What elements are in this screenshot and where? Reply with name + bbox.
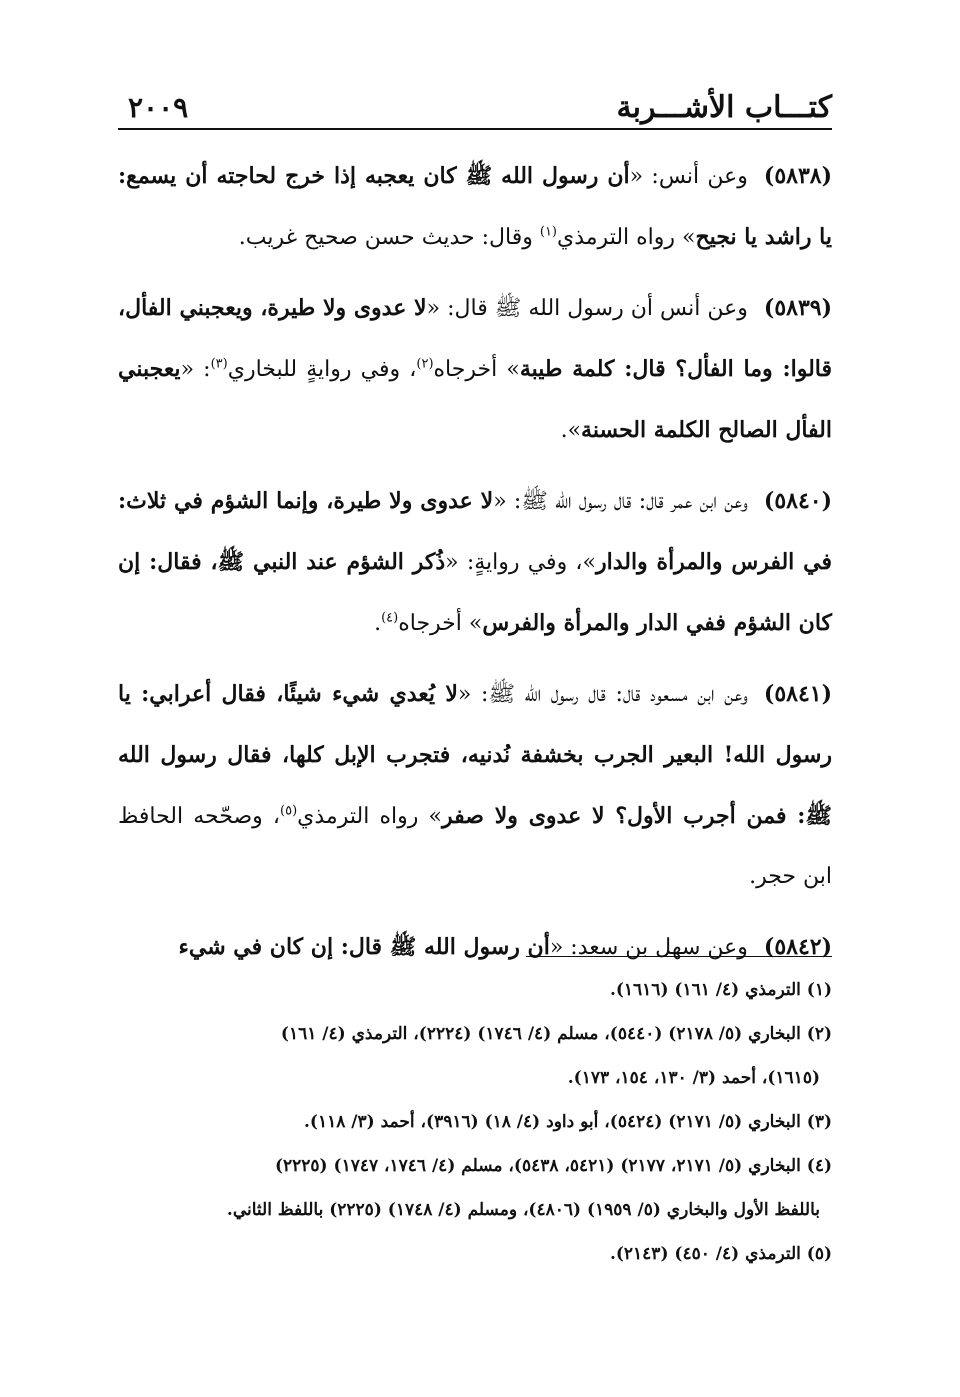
hadith-number: (٥٨٤١) <box>763 681 833 707</box>
page-number: ٢٠٠٩ <box>128 91 189 124</box>
footnote-ref: (٤) <box>381 610 399 626</box>
footnotes <box>118 968 832 1276</box>
hadith-5838: (٥٨٣٨)وعن أنس: «أن رسول الله ﷺ كان يعجبه إذا خرج لحاجته أن يسمع: يا راشد يا نجيح» رواه الترمذي$^{(١)}$ وقال: حديث حسن صحيح غريب. <box>118 163 833 250</box>
footnote-4: (٤) البخاري (٥/ ٢١٧١، ٢١٧٧) (٥٤٢١، ٥٤٣٨)، مسلم (٤/ ١٧٤٦، ١٧٤٧) (٢٢٢٥) باللفظ الأول والبخاري (٥/ ١٩٥٩) (٤٨٠٦)، ومسلم (٤/ ١٧٤٨) (٢٢٢٥) باللفظ الثاني. <box>226 1156 832 1220</box>
footnote-ref: (٥) <box>280 803 298 819</box>
hadith-number: (٥٨٣٩) <box>763 295 832 321</box>
main-text <box>118 146 832 988</box>
footnote-separator <box>526 956 832 957</box>
header-rule <box>118 128 832 130</box>
footnote-5: (٥) الترمذي (٤/ ٤٥٠) (٢١٤٣). <box>609 1244 832 1264</box>
hadith-number: (٥٨٣٨) <box>763 163 833 189</box>
footnote-1: (١) الترمذي (٤/ ١٦١) (١٦١٦). <box>609 980 832 1000</box>
hadith-number: (٥٨٤٢) <box>763 934 832 960</box>
footnote-ref: (٣) <box>210 356 228 372</box>
hadith-5842: (٥٨٤٢)وعن سهل بن سعد: «أن رسول الله ﷺ قال: إن كان في شيء <box>178 934 832 960</box>
footnote-ref: (٢) <box>416 356 434 372</box>
running-title: كتـــاب الأشـــربة <box>616 90 832 125</box>
footnote-2: (٢) البخاري (٥/ ٢١٧٨) (٥٤٤٠)، مسلم (٤/ ١٧٤٦) (٢٢٢٤)، الترمذي (٤/ ١٦١) (١٦١٥)، أحمد (٣/ ١٣٠، ١٥٤، ١٧٣). <box>280 1024 832 1088</box>
page-header <box>118 88 832 128</box>
hadith-5839: (٥٨٣٩)وعن أنس أن رسول الله ﷺ قال: «لا عدوى ولا طيرة، ويعجبني الفأل، قالوا: وما الفأل؟ قال: كلمة طيبة» أخرجاه$^{(٢)}$، وفي روايةٍ للبخاري$^{(٣)}$: «يعجبني الفأل الصالح الكلمة الحسنة». <box>118 295 832 443</box>
hadith-number: (٥٨٤٠) <box>763 488 832 514</box>
hadith-5841: (٥٨٤١)وعن ابن مسعود قال: قال رسول الله ﷺ: «لا يُعدي شيء شيئًا، فقال أعرابي: يا رسول الله! البعير الجرب بخشفة نُدنيه، فتجرب الإبل كلها، فقال رسول الله ﷺ: فمن أجرب الأول؟ لا عدوى ولا صفر» رواه الترمذي$^{(٥)}$، وصحّحه الحافظ ابن حجر. <box>118 681 833 889</box>
hadith-5840: (٥٨٤٠)وعن ابن عمر قال: قال رسول الله ﷺ: «لا عدوى ولا طيرة، وإنما الشؤم في ثلاث: في الفرس والمرأة والدار»، وفي روايةٍ: «ذُكر الشؤم عند النبي ﷺ، فقال: إن كان الشؤم ففي الدار والمرأة والفرس» أخرجاه$^{(٤)}$. <box>118 488 832 636</box>
footnote-3: (٣) البخاري (٥/ ٢١٧١) (٥٤٢٤)، أبو داود (٤/ ١٨) (٣٩١٦)، أحمد (٣/ ١١٨). <box>304 1112 832 1132</box>
footnote-ref: (١) <box>539 224 557 240</box>
